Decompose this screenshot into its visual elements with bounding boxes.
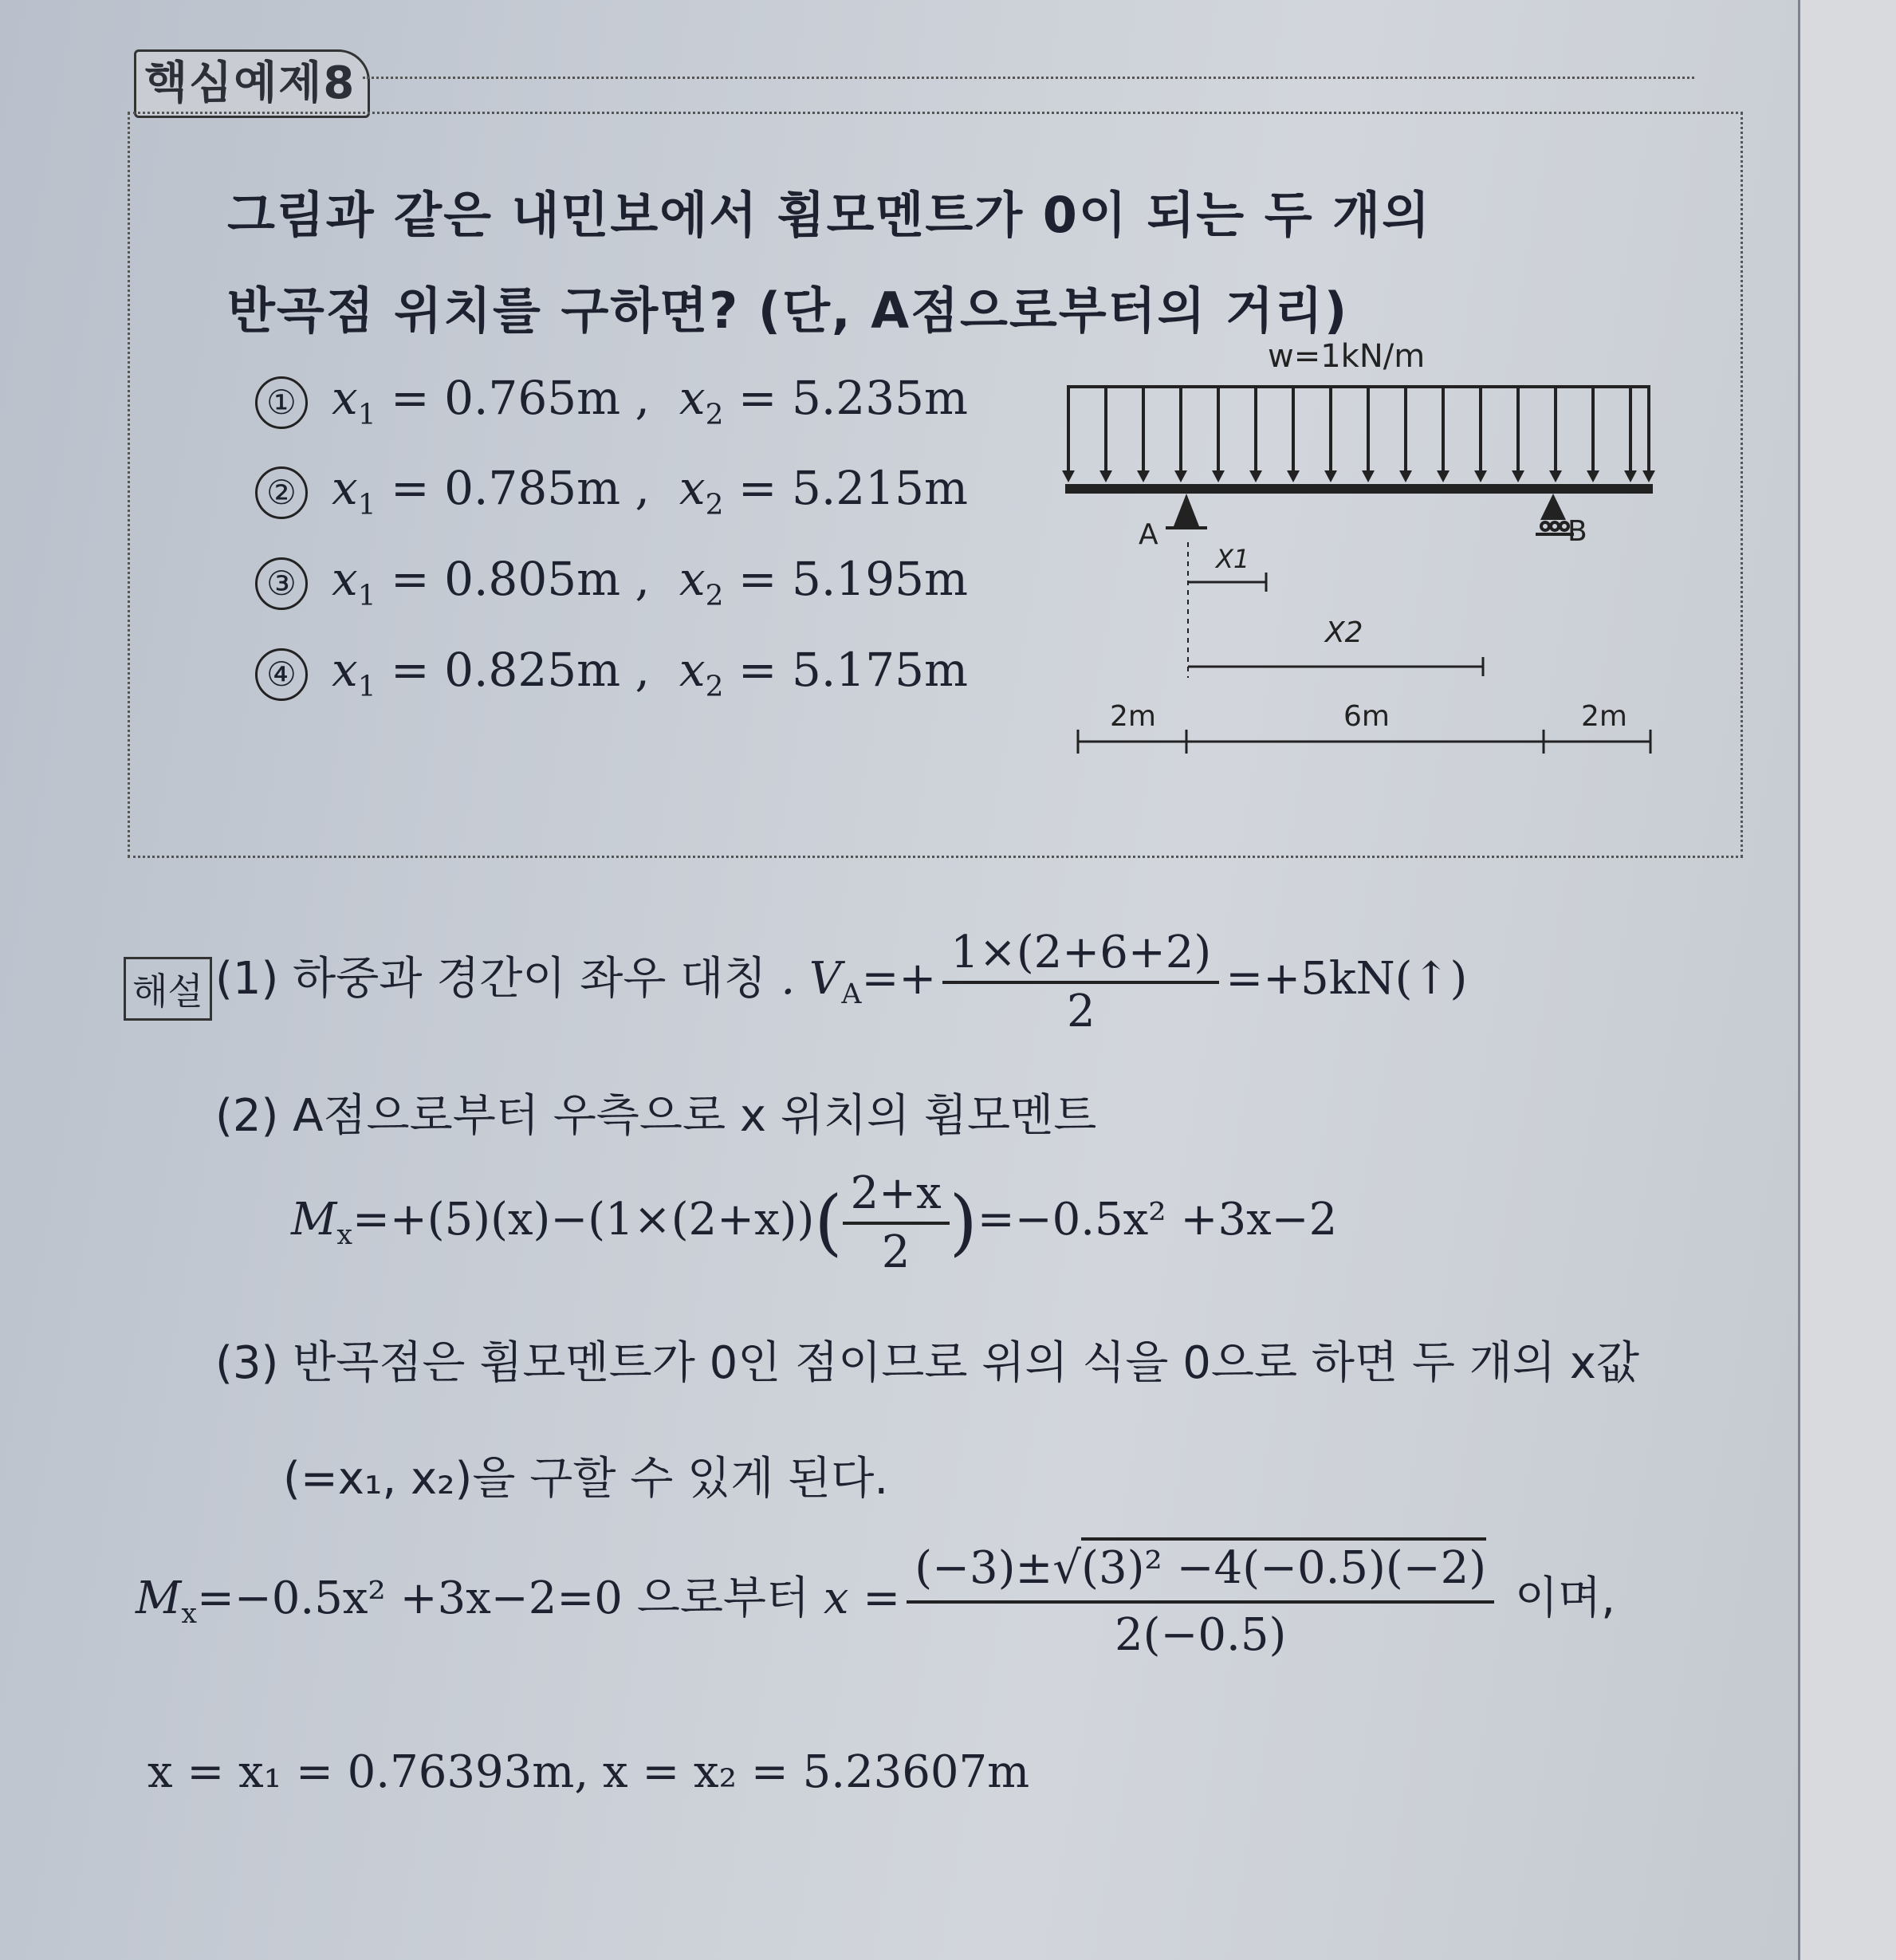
quadratic-numerator-a: (−3)±	[915, 1541, 1053, 1594]
eq-symbol: M	[136, 1572, 182, 1624]
support-b-label: B	[1568, 515, 1587, 548]
option-4[interactable]: ④ $x_1 = 0.825m$ , $x_2 = 5.175m$	[255, 643, 968, 703]
moment-fraction	[843, 1166, 950, 1281]
eq-x: x =	[823, 1572, 901, 1624]
option-3[interactable]: ③ $x_1 = 0.805m$ , $x_2 = 5.195m$	[255, 552, 968, 612]
option-x2: 5.235m	[791, 371, 968, 425]
solution-tag: 해설	[124, 957, 212, 1021]
support-a-label: A	[1139, 518, 1158, 551]
va-denominator: 2	[1066, 985, 1096, 1037]
option-x2: 5.175m	[791, 643, 968, 697]
eq-sub: x	[181, 1598, 197, 1631]
moment-result: =−0.5x² +3x−2	[977, 1194, 1338, 1246]
option-x2: 5.215m	[791, 461, 968, 515]
x1-label: X1	[1216, 544, 1250, 574]
va-numerator: 1×(2+6+2)	[942, 925, 1219, 984]
quadratic-equation	[136, 1527, 1615, 1686]
va-sub: A	[841, 978, 862, 1011]
option-2[interactable]: ② $x_1 = 0.785m$ , $x_2 = 5.215m$	[255, 461, 968, 521]
va-result: =+5kN(↑)	[1225, 953, 1468, 1005]
moment-denominator: 2	[881, 1226, 911, 1278]
solution-step-1	[215, 923, 1467, 1050]
solution-step-3-line1: (3) 반곡점은 휨모멘트가 0인 점이므로 위의 식을 0으로 하면 두 개의 x값	[215, 1337, 1640, 1389]
x2-label: X2	[1325, 616, 1363, 649]
eq-body: =−0.5x² +3x−2=0	[196, 1572, 623, 1624]
option-x1: 0.765m	[444, 371, 621, 425]
quadratic-numerator: (−3)±√(3)² −4(−0.5)(−2)	[907, 1537, 1494, 1604]
option-number: ④	[255, 648, 308, 701]
distributed-load-arrows	[1062, 387, 1655, 482]
example-tab: 핵심예제8	[134, 49, 370, 118]
tab-dotted-line	[363, 77, 1694, 79]
quadratic-sqrt: (3)² −4(−0.5)(−2)	[1081, 1537, 1486, 1594]
va-equals: =+	[861, 953, 937, 1005]
eq-from: 으로부터	[636, 1572, 810, 1624]
va-symbol: . V	[781, 953, 842, 1005]
option-number: ③	[255, 557, 308, 610]
span-right-label: 2m	[1581, 700, 1627, 733]
hinge-support-a	[1174, 494, 1199, 526]
option-number: ②	[255, 466, 308, 519]
step-1-text: (1) 하중과 경간이 좌우 대칭	[215, 953, 767, 1005]
moment-symbol: M	[291, 1194, 337, 1246]
load-label: w=1kN/m	[1268, 338, 1426, 375]
moment-sub: x	[336, 1219, 352, 1252]
eq-tail: 이며,	[1514, 1572, 1615, 1624]
quadratic-fraction	[907, 1537, 1494, 1667]
option-x1: 0.805m	[444, 552, 621, 606]
roller-support-b	[1540, 494, 1566, 520]
quadratic-denominator: 2(−0.5)	[1115, 1608, 1287, 1661]
moment-numerator: 2+x	[843, 1166, 950, 1225]
moment-equation: $M_x=+(5)(x)-(1\times(2+x))$( $\frac{2+x}{2}$ )=−0.5x² +3x−2	[291, 1156, 1337, 1299]
solution-step-3-line2: (=x₁, x₂)을 구할 수 있게 된다.	[283, 1453, 889, 1505]
option-x1: 0.825m	[444, 643, 621, 697]
span-left-label: 2m	[1110, 700, 1156, 733]
overhanging-beam-figure	[1037, 319, 1690, 781]
va-fraction	[942, 925, 1219, 1040]
question-line-2: 반곡점 위치를 구하면? (단, A점으로부터의 거리)	[227, 281, 1349, 340]
beam	[1065, 484, 1653, 494]
option-x1: 0.785m	[444, 461, 621, 515]
moment-terms: =+(5)(x)−(1×(2+x))	[352, 1194, 815, 1246]
option-1[interactable]: ① $x_1 = 0.765m$ , $x_2 = 5.235m$	[255, 371, 968, 431]
final-answer: x = x₁ = 0.76393m, x = x₂ = 5.23607m	[148, 1746, 1030, 1798]
question-line-1: 그림과 같은 내민보에서 휨모멘트가 0이 되는 두 개의	[227, 186, 1431, 244]
solution-step-2: (2) A점으로부터 우측으로 x 위치의 휨모멘트	[215, 1090, 1097, 1142]
option-number: ①	[255, 376, 308, 429]
option-x2: 5.195m	[791, 552, 968, 606]
next-page-margin	[1800, 0, 1896, 1960]
span-mid-label: 6m	[1343, 700, 1390, 733]
